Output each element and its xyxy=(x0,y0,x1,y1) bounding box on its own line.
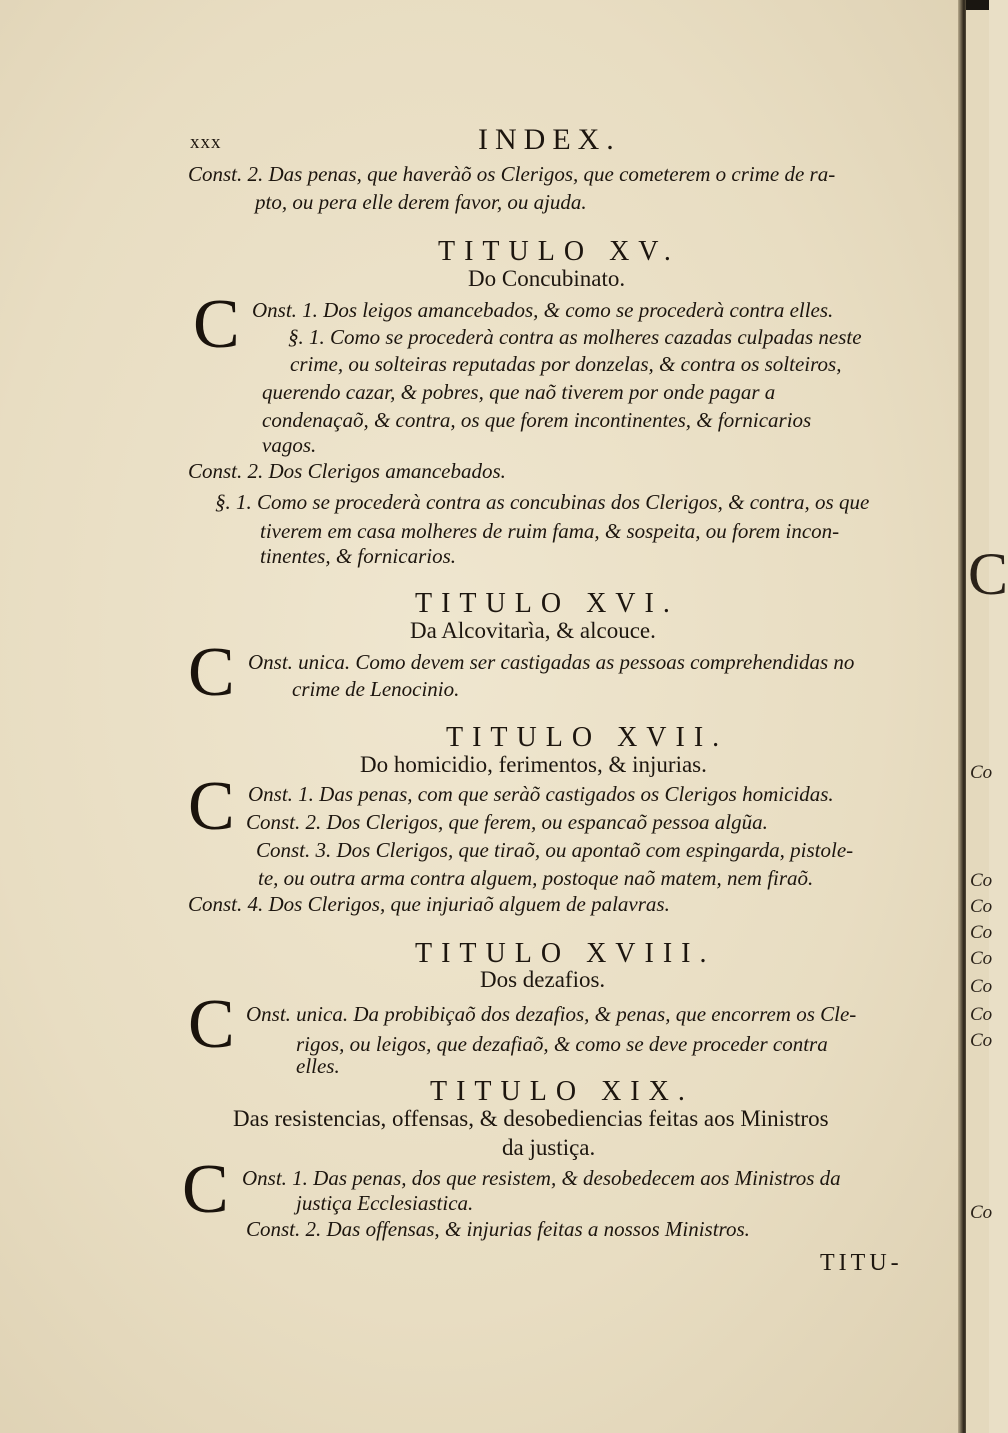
facing-page-edge xyxy=(966,0,1008,1433)
titulo-heading: TITULO XIX. xyxy=(430,1076,694,1107)
facing-page-fragment: Co xyxy=(970,1202,993,1223)
catchword: TITU- xyxy=(820,1250,903,1276)
index-entry-line: te, ou outra arma contra alguem, postoque naõ matem, nem firaõ. xyxy=(258,866,814,890)
index-entry-line: Const. 2. Das penas, que haveràõ os Clerigos, que cometerem o crime de ra- xyxy=(188,162,836,186)
titulo-subtitle: Do Concubinato. xyxy=(468,266,626,291)
drop-cap: C xyxy=(188,768,235,845)
index-entry-line: Onst. 1. Dos leigos amancebados, & como se procederà contra elles. xyxy=(252,298,834,322)
titulo-heading: TITULO XV. xyxy=(438,236,680,267)
index-entry-line: Onst. unica. Como devem ser castigadas as pessoas comprehendidas no xyxy=(248,650,855,674)
index-entry-line: Const. 3. Dos Clerigos, que tiraõ, ou apontaõ com espingarda, pistole- xyxy=(256,838,854,862)
index-entry-line: crime, ou solteiras reputadas por donzelas, & contra os solteiros, xyxy=(290,352,842,376)
index-entry-line: §. 1. Como se procederà contra as molheres cazadas culpadas neste xyxy=(288,325,862,349)
index-entry-line: querendo cazar, & pobres, que naõ tiverem por onde pagar a xyxy=(262,380,776,404)
index-entry-line: Const. 4. Dos Clerigos, que injuriaõ alguem de palavras. xyxy=(188,892,670,916)
titulo-subtitle: Dos dezafios. xyxy=(480,967,606,992)
titulo-subtitle: Da Alcovitarìa, & alcouce. xyxy=(410,618,656,643)
top-shadow xyxy=(966,0,989,10)
facing-page-fragment: Co xyxy=(970,762,993,783)
index-entry-line: Const. 2. Dos Clerigos amancebados. xyxy=(188,459,506,483)
facing-page-fragment: Co xyxy=(970,1030,993,1051)
page-title: INDEX. xyxy=(478,123,621,156)
index-entry-line: tiverem em casa molheres de ruim fama, & sospeita, ou forem incon- xyxy=(260,519,840,543)
drop-cap: C xyxy=(182,1151,229,1228)
index-entry-line: Onst. 1. Das penas, com que seràõ castigados os Clerigos homicidas. xyxy=(248,782,834,806)
index-entry-line: Const. 2. Das offensas, & injurias feitas a nossos Ministros. xyxy=(246,1217,750,1241)
titulo-heading: TITULO XVIII. xyxy=(415,938,716,969)
titulo-subtitle: Do homicidio, ferimentos, & injurias. xyxy=(360,752,707,777)
facing-page-fragment: Co xyxy=(970,896,993,917)
facing-page-fragment: Co xyxy=(970,922,993,943)
index-entry-line: vagos. xyxy=(262,433,317,457)
folio-number: xxx xyxy=(190,132,222,153)
index-entry-line: tinentes, & fornicarios. xyxy=(260,544,456,568)
titulo-subtitle: Das resistencias, offensas, & desobediencias feitas aos Ministros xyxy=(233,1106,829,1131)
facing-page-fragment: Co xyxy=(970,948,993,969)
facing-page-dropcap: C xyxy=(968,541,1008,607)
index-entry-line: Const. 2. Dos Clerigos, que ferem, ou espancaõ pessoa algũa. xyxy=(246,810,768,834)
index-entry-line: Onst. unica. Da probibiçaõ dos dezafios, & penas, que encorrem os Cle- xyxy=(246,1002,857,1026)
index-entry-line: Onst. 1. Das penas, dos que resistem, & desobedecem aos Ministros da xyxy=(242,1166,841,1190)
index-entry-line: condenaçaõ, & contra, os que forem incontinentes, & fornicarios xyxy=(262,408,812,432)
index-entry-line: crime de Lenocinio. xyxy=(292,677,460,701)
drop-cap: C xyxy=(188,986,235,1063)
drop-cap: C xyxy=(188,634,235,711)
titulo-subtitle: da justiça. xyxy=(502,1135,596,1160)
titulo-heading: TITULO XVII. xyxy=(446,722,729,753)
index-entry-line: §. 1. Como se procederà contra as concubinas dos Clerigos, & contra, os que xyxy=(215,490,870,514)
index-entry-line: justiça Ecclesiastica. xyxy=(296,1191,474,1215)
facing-page-fragment: Co xyxy=(970,1004,993,1025)
titulo-heading: TITULO XVI. xyxy=(415,588,679,619)
index-entry-line: elles. xyxy=(296,1054,340,1078)
drop-cap: C xyxy=(193,286,240,363)
index-entry-line: pto, ou pera elle derem favor, ou ajuda. xyxy=(255,190,587,214)
facing-page-fragment: Co xyxy=(970,976,993,997)
facing-page-fragment: Co xyxy=(970,870,993,891)
index-entry-line: rigos, ou leigos, que dezafiaõ, & como se deve proceder contra xyxy=(296,1032,828,1056)
